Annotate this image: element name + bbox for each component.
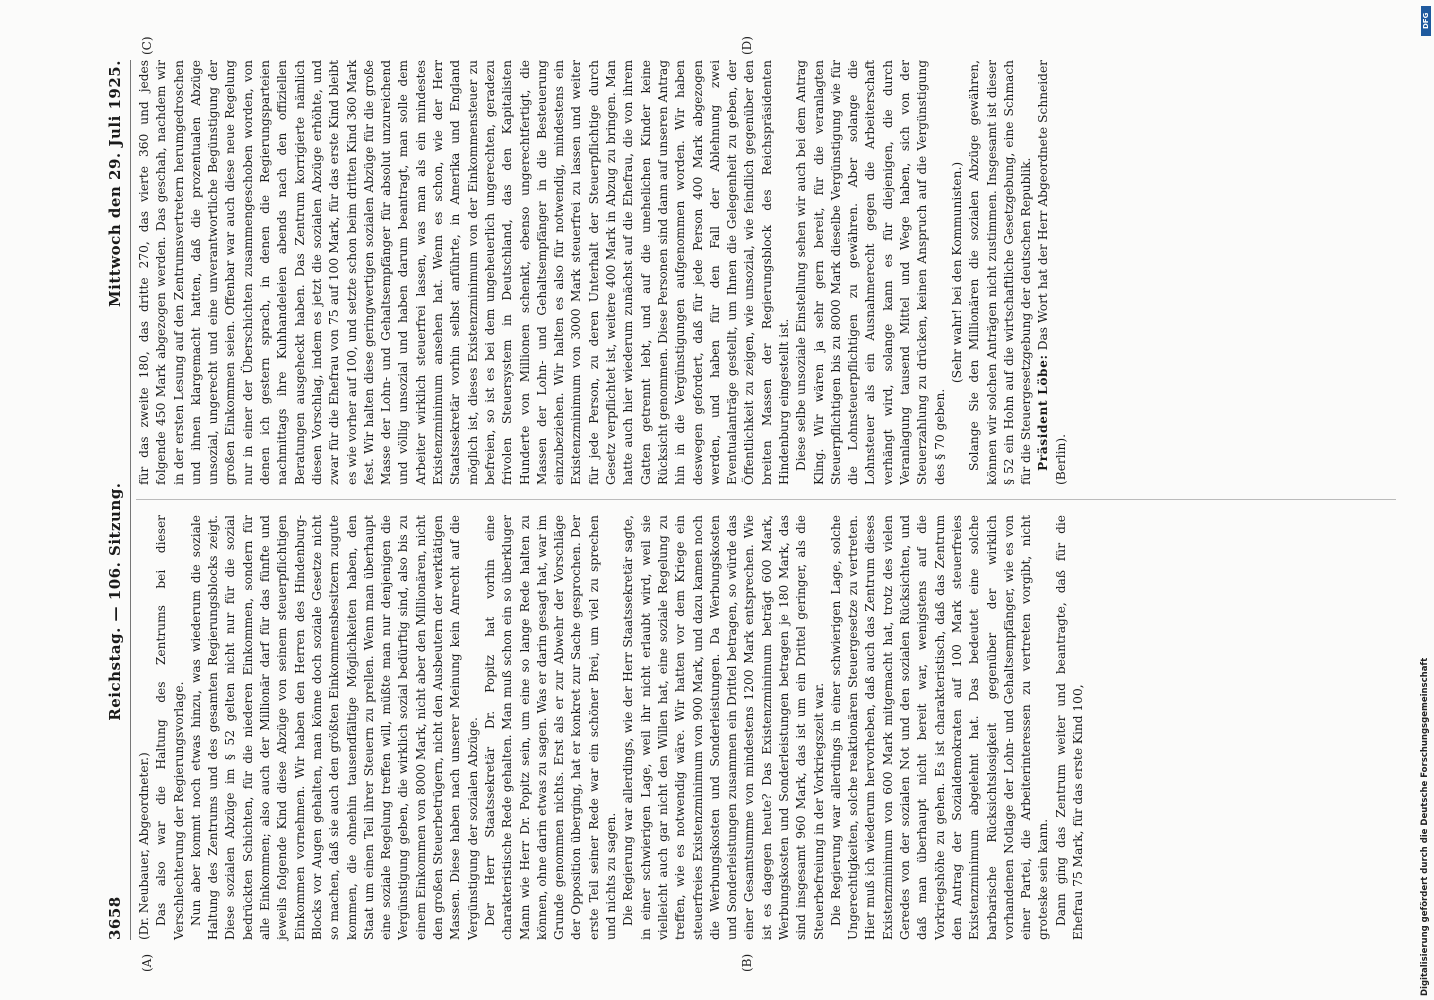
session-title: Reichstag. — 106. Sitzung. bbox=[106, 482, 124, 721]
margin-mark-c: (C) bbox=[140, 36, 154, 55]
margin-mark-d: (D) bbox=[740, 36, 754, 55]
page-header bbox=[100, 60, 131, 940]
paragraph: Dann ging das Zentrum weiter und beantragte, daß für die Ehefrau 75 Mark, für das erste Kind 100, bbox=[1053, 515, 1086, 940]
session-date: Mittwoch den 29. Juli 1925. bbox=[106, 60, 124, 307]
speaker-text: Das Wort hat der Herr Abgeordnete Schneider (Berlin). bbox=[1036, 60, 1068, 485]
paragraph: Diese selbe unsoziale Einstellung sehen wir auch bei dem Antrag Kling. Wir wären ja sehr gern bereit, für die veranlagten Steuerpflichtigen bis zu 8000 Mark dieselbe Vergünstigung wie für die Lohnsteuerpflichtigen zu gewähren. Aber solange die Lohnsteuer als ein Ausnahmerecht gegen die Arbeiterschaft verhängt wird, solange kann es für diejenigen, die durch Veranlagung tausend Mittel und Wege haben, sich von der Steuerzahlung zu drücken, keinen Anspruch auf die Vergünstigung des § 70 geben. bbox=[794, 60, 947, 485]
margin-mark-a: (A) bbox=[140, 953, 154, 972]
dfg-logo: DFG bbox=[1421, 6, 1431, 36]
right-column bbox=[136, 60, 1070, 485]
interjection: (Sehr wahr! bei den Kommunisten.) bbox=[949, 161, 964, 384]
paragraph: Nun aber kommt noch etwas hinzu, was wiederum die soziale Haltung des Zentrums und des gesamten Regierungsblocks zeigt. Diese sozialen Abzüge im § 52 gelten nicht nur für die sozial bedrückten Schichten, für die niederen Einkommen, sondern für alle Einkommen; also auch der Millionär darf für das fünfte und jeweils folgende Kind diese Abzüge von seinem steuerpflichtigen Einkommen vornehmen. Wir haben den Herren des Hindenburg-Blocks vor Augen gehalten, man könne doch soziale Gesetze nicht so machen, daß sie auch den größten Einkommensbesitzern zugute kommen, die ohnehin tausendfältige Möglichkeiten haben, den Staat um einen Teil ihrer Steuern zu prellen. Wenn man überhaupt eine soziale Regelung treffen will, müßte man nur denjenigen die Vergünstigung geben, die wirklich sozial bedürftig sind, also bis zu einem Einkommen von 8000 Mark, nicht aber den Millionären, nicht den großen Steuerbetrügern, nicht den Ausbeutern der werktätigen Massen. Diese haben nach unserer Meinung kein Anrecht auf die Vergünstigung der sozialen Abzüge. bbox=[188, 515, 480, 940]
paragraph: Die Regierung war allerdings in einer schwierigen Lage, solche Ungerechtigkeiten, solche reaktionären Steuergesetze zu vertreten. Hier muß ich wiederum hervorheben, daß auch das Zentrum dieses Existenzminimum von 600 Mark mitgemacht hat, trotz des vielen Geredes von der sozialen Not und den sozialen Rücksichten, und daß man überhaupt nicht bereit war, wenigstens auf die Vorkriegshöhe zu gehen. Es ist charakteristisch, daß das Zentrum den Antrag der Sozialdemokraten auf 100 Mark steuerfreies Existenzminimum abgelehnt hat. Das bedeutet eine solche barbarische Rücksichtslosigkeit gegenüber der wirklich vorhandenen Notlage der Lohn- und Gehaltsempfänger, wie es von einer Partei, die Arbeiterinteressen zu vertreten vorgibt, nicht groteske sein kann. bbox=[828, 515, 1051, 940]
column-divider bbox=[136, 499, 1396, 500]
paragraph: Der Herr Staatssekretär Dr. Popitz hat vorhin eine charakteristische Rede gehalten. Man muß schon ein so überkluger Mann wie Herr Dr. Popitz sein, um eine so lange Rede halten zu können, ohne darin etwas zu sagen. Was er darin gesagt hat, war im Grunde genommen nichts. Erst als er zur Abwehr der Vorschläge der Opposition überging, hat er konkret zur Sache gesprochen. Der erste Teil seiner Rede war ein schöner Brei, um viel zu sprechen und nichts zu sagen. bbox=[482, 515, 619, 940]
left-column bbox=[136, 515, 1087, 940]
digitization-note: Digitalisierung gefördert durch die Deutsche Forschungsgemeinschaft bbox=[1420, 657, 1430, 996]
speaker-name: Präsident Löbe: bbox=[1036, 354, 1051, 471]
speaker-paragraph bbox=[1035, 60, 1070, 485]
paragraph: Das also war die Haltung des Zentrums bei dieser Verschlechterung der Regierungsvorlage. bbox=[154, 515, 186, 940]
paragraph: Solange Sie den Millionären die sozialen Abzüge gewähren, können wir solchen Anträgen nicht zustimmen. Insgesamt ist dieser § 52 ein Hohn auf die wirtschaftliche Gesetzgebung, eine Schmach für die Steuergesetzgebung der deutschen Republik. bbox=[967, 60, 1034, 485]
paragraph: für das zweite 180, das dritte 270, das vierte 360 und jedes folgende 450 Mark abgezogen werden. Das geschah, nachdem wir in der ersten Lesung auf den Zentrumsvertretern herumgedroschen und ihnen klargemacht hatten, daß die prozentualen Abzüge unsozial, ungerecht und eine unverantwortliche Begünstigung der großen Einkommen seien. Offenbar war auch diese neue Regelung nur in einer der Überschichten zusammengeschoben worden, von denen ich gestern sprach, in denen die Regierungsparteien nachmittags ihre Kuhhandeleien abends nach den offiziellen Beratungen ausgeheckt haben. Das Zentrum korrigierte nämlich diesen Vorschlag, indem es jetzt die sozialen Abzüge erhöhte, und zwar für die Ehefrau von 75 auf 100 Mark, für das erste Kind bleibt es wie vorher auf 100, und setzte schon beim dritten Kind 360 Mark fest. Wir halten diese geringwertigen sozialen Abzüge für die große Masse der Lohn- und Gehaltsempfänger für absolut unzureichend und völlig unsozial und haben darum beantragt, man solle dem Arbeiter wirklich steuerfrei lassen, was man als ein mindestes Existenzminimum ansehen hat. Wenn es schon, wie der Herr Staatssekretär vorhin selbst anführte, in Amerika und England möglich ist, dieses Existenzminimum von der Einkommensteuer zu befreien, so ist es bei dem ungeheuerlich ungerechten, geradezu frivolen Steuersystem in Deutschland, das den Kapitalisten Hunderte von Millionen schenkt, ebenso ungerechtfertigt, die Massen der Lohn- und Gehaltsempfänger in die Besteuerung einzubeziehen. Wir halten es also für notwendig, mindestens ein Existenzminimum von 3000 Mark steuerfrei zu lassen und weiter für jede Person, zu deren Unterhalt der Steuerpflichtige durch Gesetz verpflichtet ist, weitere 400 Mark in Abzug zu bringen. Man hatte auch hier wiederum zunächst auf die Ehefrau, die von ihrem Gatten getrennt lebt, und auf die unehelichen Kinder keine Rücksicht genommen. Diese Personen sind dann auf unseren Antrag hin in die Vergünstigungen aufgenommen worden. Wir haben deswegen gefordert, daß für jede Person 400 Mark abgezogen werden, und haben für den Fall der Ablehnung zwei Eventualanträge gestellt, um Ihnen die Gelegenheit zu geben, der Öffentlichkeit zu zeigen, wie unsozial, wie feindlich gegenüber den breiten Massen der Regierungsblock des Reichspräsidenten Hindenburg eingestellt ist. bbox=[137, 60, 791, 485]
page-number: 3658 bbox=[106, 896, 124, 940]
rotated-page-content bbox=[100, 36, 1400, 972]
paragraph: Die Regierung war allerdings, wie der Herr Staatssekretär sagte, in einer schwierigen Lage, weil ihr nicht erlaubt wird, weil sie vielleicht auch gar nicht den Willen hat, eine soziale Regelung zu treffen, wie es notwendig wäre. Wir hatten vor dem Kriege ein steuerfreies Existenzminimum von 900 Mark, und dazu kamen noch die Werbungskosten und Sonderleistungen. Da Werbungskosten und Sonderleistungen zusammen ein Drittel betragen, so würde das einer Gesamtsumme von mindestens 1200 Mark entsprechen. Wie ist es dagegen heute? Das Existenzminimum beträgt 600 Mark, Werbungskosten und Sonderleistungen betragen je 180 Mark, das sind insgesamt 960 Mark, das ist um ein Drittel geringer, als die Steuerbefreiung in der Vorkriegszeit war. bbox=[621, 515, 826, 940]
margin-mark-b: (B) bbox=[740, 953, 754, 972]
speaker-intro: (Dr. Neubauer, Abgeordneter.) bbox=[137, 752, 151, 940]
